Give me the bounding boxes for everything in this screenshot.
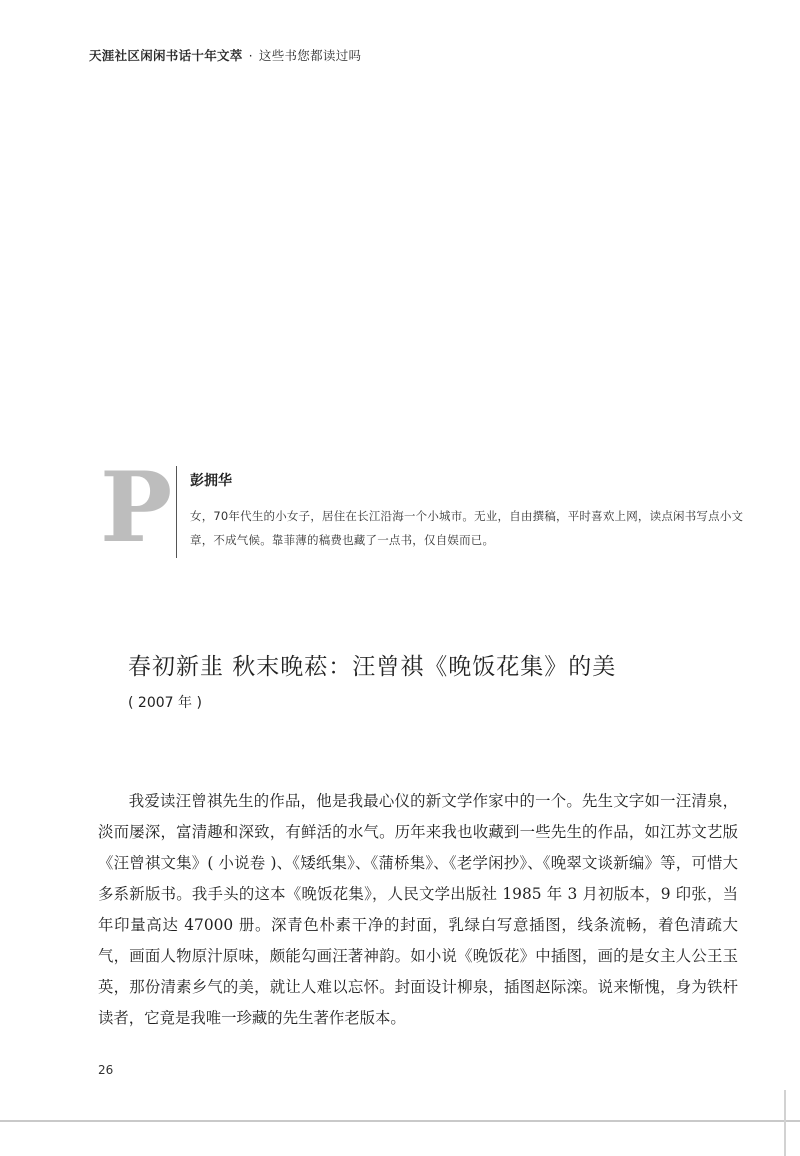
author-profile [100,451,744,565]
running-header [89,46,361,64]
page-bottom-edge [0,1120,800,1122]
author-bio: 女，70年代生的小女子，居住在长江沿海一个小城市。无业，自由撰稿，平时喜欢上网，读点闲书写点小文章，不成气候。靠菲薄的稿费也藏了一点书，仅自娱而已。 [190,509,744,547]
essay-title: 春初新韭 秋末晚菘：汪曾祺《晚饭花集》的美 [128,654,617,680]
header-separator: · [248,48,253,63]
page-right-edge [784,1090,786,1156]
essay-year: ( 2007 年 ) [128,695,202,711]
page-number: 26 [98,1063,114,1077]
essay-paragraph: 我爱读汪曾祺先生的作品，他是我最心仪的新文学作家中的一个。先生文字如一汪清泉，淡而屡深，富清趣和深致，有鲜活的水气。历年来我也收藏到一些先生的作品，如江苏文艺版《汪曾祺文集》( 小说卷 )、《矮纸集》、《蒲桥集》、《老学闲抄》、《晚翠文谈新编》等，可惜大多系新版书。我手头的这本《晚饭花集》，人民文学出版社 1985 年 3 月初版本，9 印张，当年印量高达 47000 册。深青色朴素干净的封面，乳绿白写意插图，线条流畅，着色清疏大气，画面人物原汁原味，颇能勾画汪著神韵。如小说《晚饭花》中插图，画的是女主人公王玉英，那份清素乡气的美，就让人难以忘怀。封面设计柳泉，插图赵际滦。说来惭愧，身为铁杆读者，它竟是我唯一珍藏的先生著作老版本。 [98,792,738,1027]
series-title: 天涯社区闲闲书话十年文萃 [89,48,243,63]
book-title: 这些书您都读过吗 [258,48,362,63]
author-initial-letter: P [100,451,171,564]
author-divider [176,466,177,558]
author-name: 彭拥华 [190,473,232,489]
